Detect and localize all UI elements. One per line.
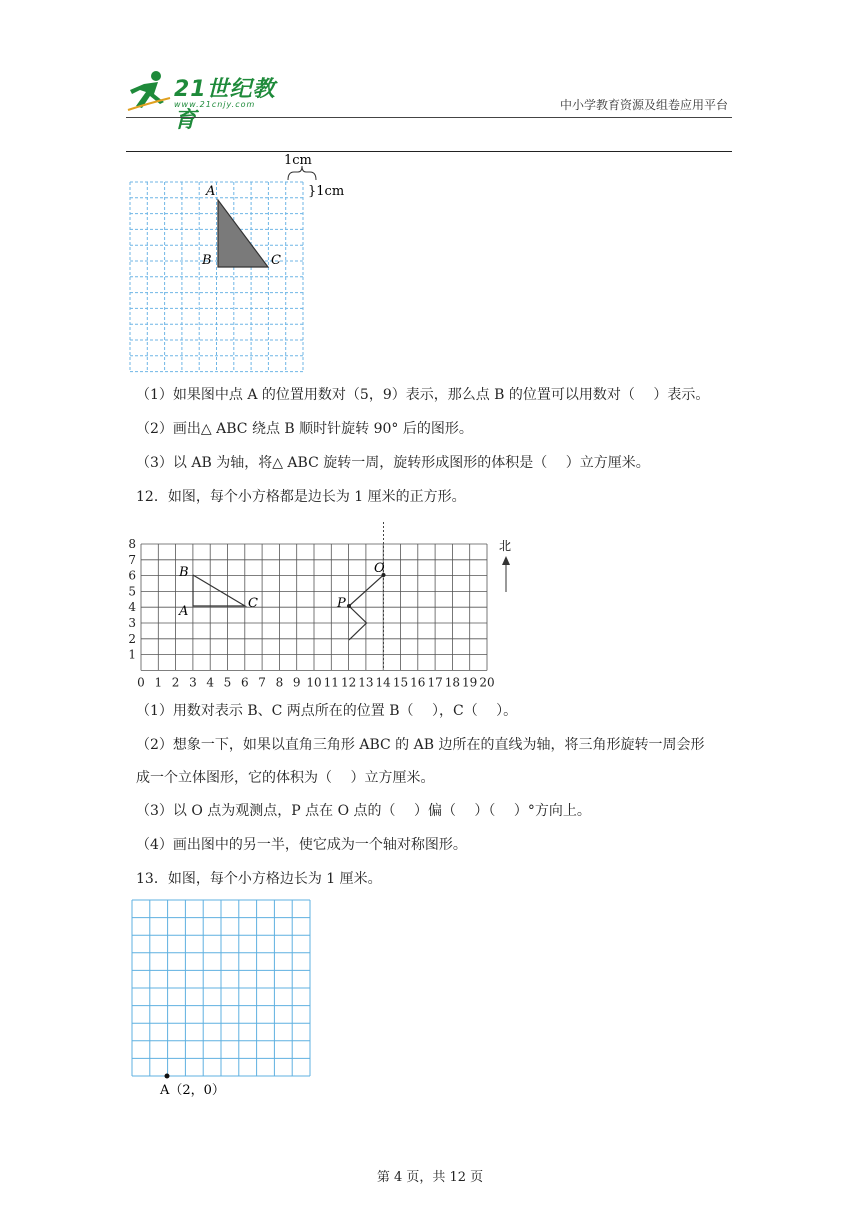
grid-point-o-label: O bbox=[374, 561, 385, 576]
x-tick-label: 12 bbox=[340, 675, 357, 690]
q12-title: 12．如图，每个小方格都是边长为 1 厘米的正方形。 bbox=[136, 489, 466, 505]
y-tick-label: 5 bbox=[128, 584, 136, 599]
grid-point-c-label: C bbox=[248, 596, 258, 611]
x-tick-label: 15 bbox=[392, 675, 409, 690]
x-tick-label: 1 bbox=[154, 675, 163, 690]
x-tick-label: 18 bbox=[444, 675, 461, 690]
x-tick-label: 0 bbox=[137, 675, 145, 690]
figure-square-grid bbox=[126, 896, 326, 1101]
point-a-label: A bbox=[206, 184, 216, 199]
page-footer: 第 4 页，共 12 页 bbox=[376, 1170, 484, 1185]
q11-part2: （2）画出△ ABC 绕点 B 顺时针旋转 90° 后的图形。 bbox=[136, 421, 473, 437]
grid-point-b-label: B bbox=[179, 565, 189, 580]
x-tick-label: 9 bbox=[292, 675, 301, 690]
figure-coordinate-grid bbox=[120, 520, 540, 690]
grid-point-a-label: A bbox=[179, 604, 189, 619]
x-tick-label: 4 bbox=[206, 675, 215, 690]
y-tick-label: 2 bbox=[128, 631, 136, 646]
grid-point-p-label: P bbox=[337, 596, 346, 611]
triangle-abc-grid bbox=[193, 575, 245, 606]
scale-brace-top bbox=[288, 166, 316, 180]
point-c-label: C bbox=[271, 253, 281, 268]
header-divider bbox=[126, 117, 732, 118]
x-tick-label: 14 bbox=[375, 675, 391, 690]
north-label: 北 bbox=[499, 539, 512, 553]
y-tick-label: 6 bbox=[128, 568, 136, 583]
q12-part1: （1）用数对表示 B、C 两点所在的位置 B（ ），C（ ）。 bbox=[136, 703, 518, 719]
y-tick-label: 3 bbox=[128, 616, 136, 630]
y-tick-label: 7 bbox=[128, 552, 136, 567]
point-a-coordinate: A（2，0） bbox=[160, 1083, 225, 1098]
q11-part3: （3）以 AB 为轴，将△ ABC 旋转一周，旋转形成图形的体积是（ ）立方厘米。 bbox=[136, 455, 650, 471]
x-tick-label: 17 bbox=[427, 675, 443, 690]
y-tick-label: 8 bbox=[128, 537, 136, 551]
runner-logo-icon bbox=[126, 68, 174, 114]
x-tick-label: 19 bbox=[462, 675, 478, 690]
site-logo bbox=[126, 68, 296, 133]
scale-side-label: }1cm bbox=[308, 184, 345, 199]
scale-top-label: 1cm bbox=[284, 153, 312, 168]
logo-url: www.21cnjy.com bbox=[174, 100, 256, 109]
x-tick-label: 20 bbox=[479, 675, 495, 690]
q12-part2-line2: 成一个立体图形，它的体积为（ ）立方厘米。 bbox=[136, 770, 435, 786]
x-tick-label: 2 bbox=[171, 675, 180, 690]
x-tick-label: 11 bbox=[323, 675, 339, 690]
triangle-abc bbox=[218, 200, 268, 267]
y-tick-label: 4 bbox=[128, 600, 136, 615]
point-a-dot bbox=[165, 1074, 170, 1079]
x-tick-label: 13 bbox=[358, 675, 374, 690]
x-tick-label: 5 bbox=[223, 675, 232, 690]
x-tick-label: 8 bbox=[275, 675, 284, 690]
platform-name: 中小学教育资源及组卷应用平台 bbox=[559, 98, 728, 112]
x-tick-label: 16 bbox=[410, 675, 426, 690]
figure-triangle-grid bbox=[126, 152, 366, 378]
q12-part2-line1: （2）想象一下，如果以直角三角形 ABC 的 AB 边所在的直线为轴，将三角形旋转一周会形 bbox=[136, 737, 705, 753]
y-tick-label: 1 bbox=[128, 647, 136, 662]
q12-part3: （3）以 O 点为观测点，P 点在 O 点的（ ）偏（ ）（ ）°方向上。 bbox=[136, 803, 591, 819]
q13-title: 13．如图，每个小方格边长为 1 厘米。 bbox=[136, 871, 382, 887]
x-tick-label: 7 bbox=[258, 675, 266, 690]
x-tick-label: 10 bbox=[306, 675, 322, 690]
x-tick-label: 6 bbox=[240, 675, 249, 690]
point-p-dot bbox=[347, 604, 351, 608]
point-b-label: B bbox=[202, 253, 212, 268]
q11-part1: （1）如果图中点 A 的位置用数对（5，9）表示，那么点 B 的位置可以用数对（ ）表示。 bbox=[136, 387, 710, 403]
x-tick-label: 3 bbox=[189, 675, 197, 690]
north-arrow-icon bbox=[502, 556, 510, 592]
q12-part4: （4）画出图中的另一半，使它成为一个轴对称图形。 bbox=[136, 837, 467, 853]
logo-text: 21世纪教育 bbox=[174, 77, 276, 133]
